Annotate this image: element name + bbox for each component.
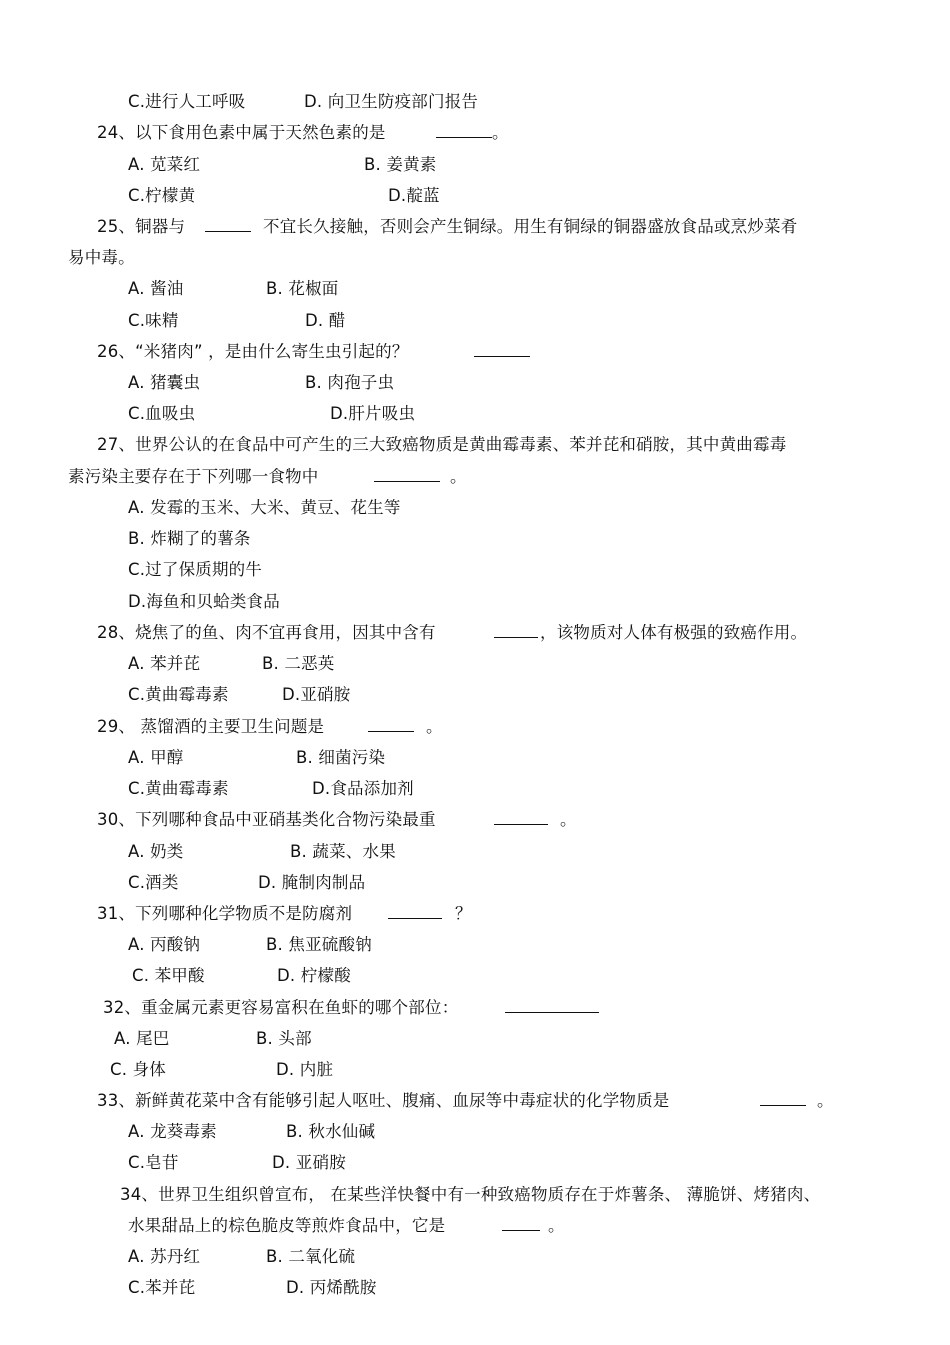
q28-option-d: D.亚硝胺 [282, 685, 351, 704]
q26-option-b: B. 肉孢子虫 [305, 373, 395, 392]
question-28: 28、烧焦了的鱼、肉不宜再食用，因其中含有 [97, 623, 436, 642]
q32-option-c: C. 身体 [110, 1060, 167, 1079]
q29-option-d: D.食品添加剂 [312, 779, 414, 798]
q25-option-b: B. 花椒面 [266, 279, 339, 298]
q31-option-a: A. 丙酸钠 [128, 935, 201, 954]
q33-option-a: A. 龙葵毒素 [128, 1122, 217, 1141]
q27-option-c: C.过了保质期的牛 [128, 560, 263, 579]
q25-option-a: A. 酱油 [128, 279, 184, 298]
q30-option-a: A. 奶类 [128, 842, 184, 861]
q27-option-b: B. 炸糊了的薯条 [128, 529, 251, 548]
q33-option-c: C.皂苷 [128, 1153, 179, 1172]
question-33: 33、新鲜黄花菜中含有能够引起人呕吐、腹痛、血尿等中毒症状的化学物质是 [97, 1091, 670, 1110]
q31-option-d: D. 柠檬酸 [277, 966, 351, 985]
q34-option-b: B. 二氧化硫 [266, 1247, 356, 1266]
question-31-end: ？ [455, 904, 472, 923]
question-28-end: ，该物质对人体有极强的致癌作用。 [540, 623, 808, 642]
question-30-end: 。 [560, 810, 577, 829]
question-29: 29、 蒸馏酒的主要卫生问题是 [97, 717, 325, 736]
question-30-blank [494, 809, 548, 831]
question-26-blank [474, 341, 530, 363]
q34-option-d: D. 丙烯酰胺 [286, 1278, 377, 1297]
q31-option-c: C. 苯甲酸 [132, 966, 205, 985]
q30-option-d: D. 腌制肉制品 [258, 873, 366, 892]
question-29-end: 。 [426, 717, 443, 736]
q33-option-b: B. 秋水仙碱 [286, 1122, 376, 1141]
q24-option-b: B. 姜黄素 [364, 155, 437, 174]
q30-option-b: B. 蔬菜、水果 [290, 842, 396, 861]
q31-option-b: B. 焦亚硫酸钠 [266, 935, 372, 954]
question-24-end: 。 [492, 123, 509, 142]
q34-option-a: A. 苏丹红 [128, 1247, 201, 1266]
q28-option-c: C.黄曲霉毒素 [128, 685, 229, 704]
question-26: 26、“米猪肉” ，是由什么寄生虫引起的？ [97, 342, 409, 361]
question-30: 30、下列哪种食品中亚硝基类化合物污染最重 [97, 810, 436, 829]
question-28-blank [494, 622, 538, 644]
q26-option-d: D.肝片吸虫 [330, 404, 416, 423]
option-d: D. 向卫生防疫部门报告 [304, 92, 479, 111]
q25-option-c: C.味精 [128, 311, 179, 330]
question-24 [97, 122, 386, 144]
question-34-end: 。 [548, 1216, 565, 1235]
q33-option-d: D. 亚硝胺 [272, 1153, 346, 1172]
q26-option-c: C.血吸虫 [128, 404, 196, 423]
q32-option-a: A. 尾巴 [114, 1029, 170, 1048]
q27-option-d: D.海鱼和贝蛤类食品 [128, 592, 280, 611]
question-24-text: 24、以下食用色素中属于天然色素的是 [97, 123, 386, 142]
q34-option-c: C.苯并芘 [128, 1278, 196, 1297]
q30-option-c: C.酒类 [128, 873, 179, 892]
q29-option-a: A. 甲醇 [128, 748, 184, 767]
question-34-part1: 34、世界卫生组织曾宣布， 在某些洋快餐中有一种致癌物质存在于炸薯条、 薄脆饼、烤猪肉、 [120, 1185, 821, 1204]
option-c: C.进行人工呼吸 [128, 92, 246, 111]
question-27-part2: 素污染主要存在于下列哪一食物中 [68, 467, 319, 486]
question-33-blank [760, 1090, 806, 1112]
question-25-blank [205, 216, 251, 238]
question-32: 32、重金属元素更容易富积在鱼虾的哪个部位： [103, 998, 459, 1017]
q32-option-d: D. 内脏 [276, 1060, 334, 1079]
question-24-blank [436, 122, 509, 144]
question-34-blank [502, 1215, 540, 1237]
question-27-part1: 27、世界公认的在食品中可产生的三大致癌物质是黄曲霉毒素、苯并芘和硝胺，其中黄曲霉毒 [97, 435, 787, 454]
q28-option-a: A. 苯并芘 [128, 654, 201, 673]
question-25-part2: 不宜长久接触，否则会产生铜绿。用生有铜绿的铜器盛放食品或烹炒菜肴 [263, 217, 798, 236]
q32-option-b: B. 头部 [256, 1029, 312, 1048]
question-34-part2: 水果甜品上的棕色脆皮等煎炸食品中，它是 [128, 1216, 446, 1235]
q26-option-a: A. 猪囊虫 [128, 373, 201, 392]
question-29-blank [368, 716, 414, 738]
q29-option-b: B. 细菌污染 [296, 748, 386, 767]
question-25-part3: 易中毒。 [68, 248, 135, 267]
question-25-part1: 25、铜器与 [97, 217, 186, 236]
q27-option-a: A. 发霉的玉米、大米、黄豆、花生等 [128, 498, 401, 517]
q24-option-a: A. 苋菜红 [128, 155, 201, 174]
q28-option-b: B. 二恶英 [262, 654, 335, 673]
question-31: 31、下列哪种化学物质不是防腐剂 [97, 904, 353, 923]
q24-option-c: C.柠檬黄 [128, 186, 196, 205]
q25-option-d: D. 醋 [305, 311, 346, 330]
q29-option-c: C.黄曲霉毒素 [128, 779, 229, 798]
question-32-blank [505, 997, 599, 1019]
question-27-end: 。 [450, 467, 467, 486]
question-31-blank [388, 903, 442, 925]
question-27-blank [374, 466, 440, 488]
q24-option-d: D.靛蓝 [388, 186, 440, 205]
question-33-end: 。 [817, 1091, 834, 1110]
